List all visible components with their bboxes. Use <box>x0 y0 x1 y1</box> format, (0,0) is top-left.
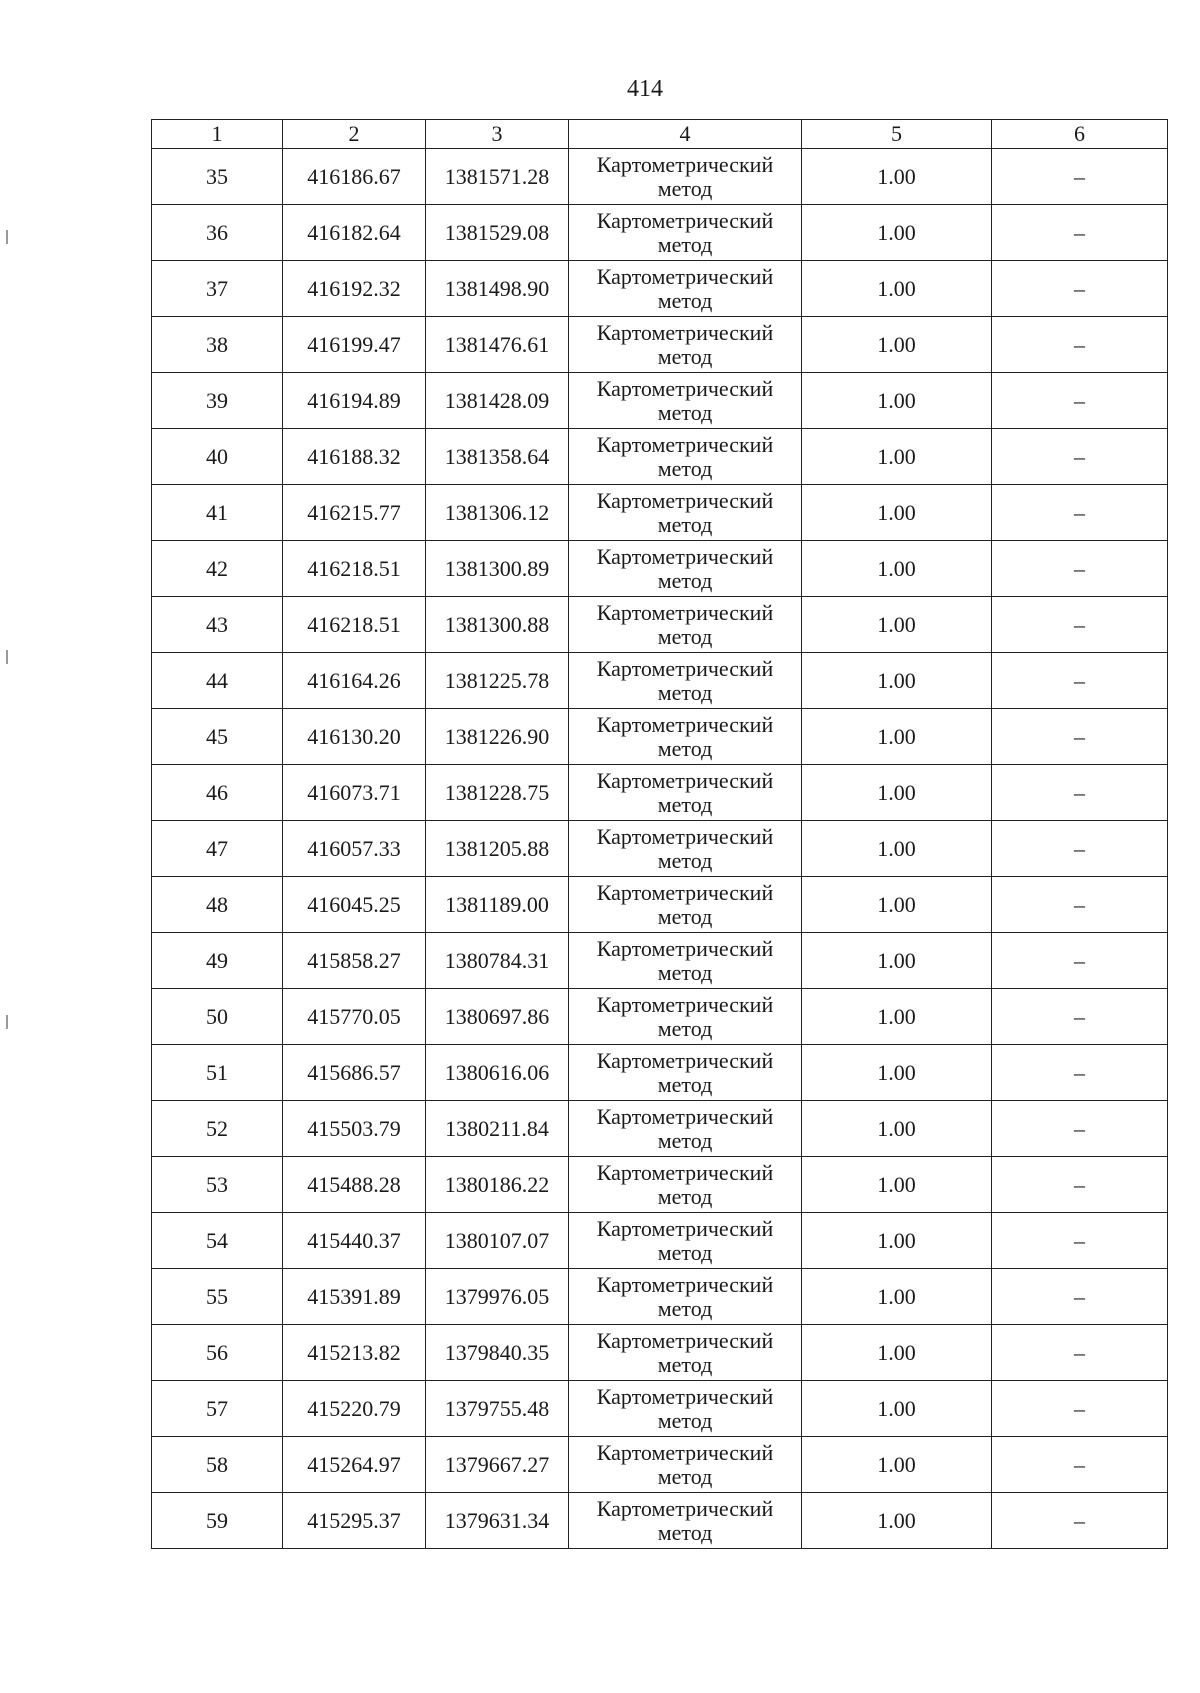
method-line-1: Картометрический <box>596 319 774 345</box>
note-cell: – <box>992 429 1168 485</box>
point-number-cell: 39 <box>152 373 283 429</box>
precision-cell: 1.00 <box>802 1157 992 1213</box>
method-cell <box>569 1437 802 1493</box>
coordinate-y-cell: 1381571.28 <box>426 149 569 205</box>
coordinate-x-cell: 415686.57 <box>283 1045 426 1101</box>
method-cell <box>569 765 802 821</box>
method-line-2: метод <box>657 455 713 481</box>
coordinate-x-cell: 415770.05 <box>283 989 426 1045</box>
scan-edge-mark <box>6 650 8 664</box>
note-cell: – <box>992 1269 1168 1325</box>
page-number: 414 <box>627 76 663 102</box>
table-row <box>152 1101 1168 1157</box>
method-cell <box>569 205 802 261</box>
coordinate-y-cell: 1381225.78 <box>426 653 569 709</box>
method-line-2: метод <box>657 231 713 257</box>
method-line-1: Картометрический <box>596 823 774 849</box>
table-row <box>152 765 1168 821</box>
table-row <box>152 1269 1168 1325</box>
note-cell: – <box>992 1157 1168 1213</box>
precision-cell: 1.00 <box>802 709 992 765</box>
method-cell <box>569 821 802 877</box>
coordinate-x-cell: 415391.89 <box>283 1269 426 1325</box>
method-cell <box>569 1381 802 1437</box>
coordinate-x-cell: 416057.33 <box>283 821 426 877</box>
coordinate-x-cell: 415213.82 <box>283 1325 426 1381</box>
coordinate-x-cell: 415858.27 <box>283 933 426 989</box>
method-cell <box>569 989 802 1045</box>
table-row <box>152 933 1168 989</box>
precision-cell: 1.00 <box>802 485 992 541</box>
coordinate-y-cell: 1381300.89 <box>426 541 569 597</box>
note-cell: – <box>992 877 1168 933</box>
table-body <box>152 149 1168 1549</box>
table-row <box>152 373 1168 429</box>
precision-cell: 1.00 <box>802 1101 992 1157</box>
point-number-cell: 35 <box>152 149 283 205</box>
method-cell <box>569 933 802 989</box>
point-number-cell: 51 <box>152 1045 283 1101</box>
method-line-2: метод <box>657 1351 713 1377</box>
method-line-2: метод <box>657 959 713 985</box>
coordinate-y-cell: 1381529.08 <box>426 205 569 261</box>
method-line-2: метод <box>657 1127 713 1153</box>
coordinate-x-cell: 415264.97 <box>283 1437 426 1493</box>
method-line-1: Картометрический <box>596 487 774 513</box>
coordinates-table <box>151 119 1168 1549</box>
point-number-cell: 41 <box>152 485 283 541</box>
method-line-1: Картометрический <box>596 1159 774 1185</box>
method-line-2: метод <box>657 623 713 649</box>
note-cell: – <box>992 1437 1168 1493</box>
coordinate-y-cell: 1381189.00 <box>426 877 569 933</box>
method-line-2: метод <box>657 1519 713 1545</box>
method-line-1: Картометрический <box>596 1215 774 1241</box>
method-line-2: метод <box>657 791 713 817</box>
precision-cell: 1.00 <box>802 1213 992 1269</box>
table-row <box>152 149 1168 205</box>
table-row <box>152 1437 1168 1493</box>
method-line-1: Картометрический <box>596 1271 774 1297</box>
coordinate-y-cell: 1381205.88 <box>426 821 569 877</box>
point-number-cell: 50 <box>152 989 283 1045</box>
point-number-cell: 43 <box>152 597 283 653</box>
point-number-cell: 42 <box>152 541 283 597</box>
method-cell <box>569 1157 802 1213</box>
precision-cell: 1.00 <box>802 261 992 317</box>
coordinate-x-cell: 415503.79 <box>283 1101 426 1157</box>
coordinate-y-cell: 1380616.06 <box>426 1045 569 1101</box>
point-number-cell: 58 <box>152 1437 283 1493</box>
note-cell: – <box>992 1325 1168 1381</box>
table-row <box>152 541 1168 597</box>
precision-cell: 1.00 <box>802 149 992 205</box>
point-number-cell: 49 <box>152 933 283 989</box>
table-row <box>152 709 1168 765</box>
precision-cell: 1.00 <box>802 1045 992 1101</box>
method-line-1: Картометрический <box>596 1103 774 1129</box>
note-cell: – <box>992 933 1168 989</box>
method-cell <box>569 317 802 373</box>
precision-cell: 1.00 <box>802 205 992 261</box>
point-number-cell: 40 <box>152 429 283 485</box>
table-row <box>152 1157 1168 1213</box>
coordinate-y-cell: 1379976.05 <box>426 1269 569 1325</box>
method-cell <box>569 429 802 485</box>
note-cell: – <box>992 1045 1168 1101</box>
method-cell <box>569 709 802 765</box>
coordinate-y-cell: 1381228.75 <box>426 765 569 821</box>
coordinate-x-cell: 416192.32 <box>283 261 426 317</box>
method-line-2: метод <box>657 1463 713 1489</box>
coordinate-y-cell: 1379631.34 <box>426 1493 569 1549</box>
note-cell: – <box>992 1213 1168 1269</box>
note-cell: – <box>992 373 1168 429</box>
coordinate-y-cell: 1380107.07 <box>426 1213 569 1269</box>
coordinate-x-cell: 416218.51 <box>283 541 426 597</box>
coordinate-y-cell: 1381498.90 <box>426 261 569 317</box>
coordinate-x-cell: 416186.67 <box>283 149 426 205</box>
method-cell <box>569 1045 802 1101</box>
precision-cell: 1.00 <box>802 877 992 933</box>
method-line-2: метод <box>657 511 713 537</box>
method-line-1: Картометрический <box>596 655 774 681</box>
coordinate-y-cell: 1379840.35 <box>426 1325 569 1381</box>
point-number-cell: 38 <box>152 317 283 373</box>
method-cell <box>569 1325 802 1381</box>
table-row <box>152 877 1168 933</box>
precision-cell: 1.00 <box>802 429 992 485</box>
coordinate-y-cell: 1381226.90 <box>426 709 569 765</box>
coordinate-x-cell: 415440.37 <box>283 1213 426 1269</box>
precision-cell: 1.00 <box>802 653 992 709</box>
table-row <box>152 261 1168 317</box>
scan-edge-mark <box>6 1015 8 1029</box>
point-number-cell: 57 <box>152 1381 283 1437</box>
coordinate-x-cell: 416045.25 <box>283 877 426 933</box>
method-line-1: Картометрический <box>596 935 774 961</box>
note-cell: – <box>992 1101 1168 1157</box>
precision-cell: 1.00 <box>802 597 992 653</box>
note-cell: – <box>992 709 1168 765</box>
header-col-4: 4 <box>569 120 802 149</box>
method-line-2: метод <box>657 399 713 425</box>
point-number-cell: 55 <box>152 1269 283 1325</box>
table-row <box>152 821 1168 877</box>
table-row <box>152 205 1168 261</box>
note-cell: – <box>992 653 1168 709</box>
point-number-cell: 45 <box>152 709 283 765</box>
coordinate-y-cell: 1379667.27 <box>426 1437 569 1493</box>
precision-cell: 1.00 <box>802 1325 992 1381</box>
table-row <box>152 1381 1168 1437</box>
method-cell <box>569 373 802 429</box>
coordinate-y-cell: 1380697.86 <box>426 989 569 1045</box>
table-row <box>152 597 1168 653</box>
method-line-2: метод <box>657 903 713 929</box>
header-col-1: 1 <box>152 120 283 149</box>
coordinate-x-cell: 416199.47 <box>283 317 426 373</box>
scan-edge-mark <box>6 230 8 244</box>
note-cell: – <box>992 821 1168 877</box>
table-header <box>152 120 1168 149</box>
precision-cell: 1.00 <box>802 541 992 597</box>
table-row <box>152 429 1168 485</box>
point-number-cell: 53 <box>152 1157 283 1213</box>
header-row <box>152 120 1168 149</box>
method-cell <box>569 1213 802 1269</box>
coordinate-y-cell: 1381306.12 <box>426 485 569 541</box>
method-cell <box>569 1269 802 1325</box>
table-row <box>152 1493 1168 1549</box>
coordinate-x-cell: 416182.64 <box>283 205 426 261</box>
method-cell <box>569 1101 802 1157</box>
precision-cell: 1.00 <box>802 373 992 429</box>
method-line-2: метод <box>657 343 713 369</box>
method-line-1: Картометрический <box>596 207 774 233</box>
method-line-1: Картометрический <box>596 543 774 569</box>
note-cell: – <box>992 149 1168 205</box>
note-cell: – <box>992 1493 1168 1549</box>
coordinate-y-cell: 1379755.48 <box>426 1381 569 1437</box>
note-cell: – <box>992 989 1168 1045</box>
coordinate-x-cell: 416194.89 <box>283 373 426 429</box>
method-line-1: Картометрический <box>596 1047 774 1073</box>
coordinate-x-cell: 415488.28 <box>283 1157 426 1213</box>
method-line-1: Картометрический <box>596 1383 774 1409</box>
precision-cell: 1.00 <box>802 933 992 989</box>
point-number-cell: 48 <box>152 877 283 933</box>
method-line-1: Картометрический <box>596 151 774 177</box>
method-line-1: Картометрический <box>596 991 774 1017</box>
point-number-cell: 54 <box>152 1213 283 1269</box>
method-line-2: метод <box>657 287 713 313</box>
note-cell: – <box>992 317 1168 373</box>
point-number-cell: 47 <box>152 821 283 877</box>
header-col-5: 5 <box>802 120 992 149</box>
method-line-1: Картометрический <box>596 767 774 793</box>
note-cell: – <box>992 485 1168 541</box>
table-row <box>152 1213 1168 1269</box>
method-cell <box>569 149 802 205</box>
header-col-6: 6 <box>992 120 1168 149</box>
point-number-cell: 52 <box>152 1101 283 1157</box>
method-line-1: Картометрический <box>596 375 774 401</box>
note-cell: – <box>992 1381 1168 1437</box>
note-cell: – <box>992 597 1168 653</box>
method-cell <box>569 485 802 541</box>
table-row <box>152 1325 1168 1381</box>
table-row <box>152 1045 1168 1101</box>
method-line-2: метод <box>657 847 713 873</box>
coordinate-y-cell: 1381476.61 <box>426 317 569 373</box>
point-number-cell: 36 <box>152 205 283 261</box>
method-line-1: Картометрический <box>596 431 774 457</box>
method-line-1: Картометрический <box>596 599 774 625</box>
precision-cell: 1.00 <box>802 1381 992 1437</box>
method-line-2: метод <box>657 735 713 761</box>
point-number-cell: 37 <box>152 261 283 317</box>
header-col-3: 3 <box>426 120 569 149</box>
method-cell <box>569 261 802 317</box>
method-line-1: Картометрический <box>596 711 774 737</box>
header-col-2: 2 <box>283 120 426 149</box>
method-cell <box>569 877 802 933</box>
coordinate-x-cell: 415295.37 <box>283 1493 426 1549</box>
coordinate-x-cell: 416218.51 <box>283 597 426 653</box>
note-cell: – <box>992 541 1168 597</box>
method-cell <box>569 653 802 709</box>
precision-cell: 1.00 <box>802 1269 992 1325</box>
coordinate-x-cell: 416215.77 <box>283 485 426 541</box>
precision-cell: 1.00 <box>802 1437 992 1493</box>
precision-cell: 1.00 <box>802 989 992 1045</box>
coordinate-x-cell: 416130.20 <box>283 709 426 765</box>
coordinate-x-cell: 416073.71 <box>283 765 426 821</box>
table-row <box>152 653 1168 709</box>
coordinate-y-cell: 1381358.64 <box>426 429 569 485</box>
method-line-1: Картометрический <box>596 1327 774 1353</box>
method-line-1: Картометрический <box>596 1439 774 1465</box>
coordinate-y-cell: 1381300.88 <box>426 597 569 653</box>
point-number-cell: 44 <box>152 653 283 709</box>
precision-cell: 1.00 <box>802 821 992 877</box>
note-cell: – <box>992 205 1168 261</box>
coordinate-x-cell: 416164.26 <box>283 653 426 709</box>
coordinate-y-cell: 1380186.22 <box>426 1157 569 1213</box>
method-line-2: метод <box>657 1239 713 1265</box>
method-line-1: Картометрический <box>596 1495 774 1521</box>
method-line-2: метод <box>657 1071 713 1097</box>
method-line-2: метод <box>657 679 713 705</box>
method-line-2: метод <box>657 175 713 201</box>
table-row <box>152 317 1168 373</box>
method-line-2: метод <box>657 1295 713 1321</box>
method-cell <box>569 541 802 597</box>
coordinate-y-cell: 1380211.84 <box>426 1101 569 1157</box>
table-row <box>152 485 1168 541</box>
coordinate-x-cell: 415220.79 <box>283 1381 426 1437</box>
precision-cell: 1.00 <box>802 317 992 373</box>
point-number-cell: 59 <box>152 1493 283 1549</box>
note-cell: – <box>992 765 1168 821</box>
point-number-cell: 46 <box>152 765 283 821</box>
note-cell: – <box>992 261 1168 317</box>
method-line-1: Картометрический <box>596 879 774 905</box>
precision-cell: 1.00 <box>802 1493 992 1549</box>
precision-cell: 1.00 <box>802 765 992 821</box>
method-line-2: метод <box>657 1015 713 1041</box>
method-cell <box>569 1493 802 1549</box>
method-line-2: метод <box>657 1183 713 1209</box>
point-number-cell: 56 <box>152 1325 283 1381</box>
coordinate-y-cell: 1380784.31 <box>426 933 569 989</box>
method-line-2: метод <box>657 1407 713 1433</box>
method-line-1: Картометрический <box>596 263 774 289</box>
table-row <box>152 989 1168 1045</box>
method-cell <box>569 597 802 653</box>
coordinate-y-cell: 1381428.09 <box>426 373 569 429</box>
method-line-2: метод <box>657 567 713 593</box>
coordinate-x-cell: 416188.32 <box>283 429 426 485</box>
